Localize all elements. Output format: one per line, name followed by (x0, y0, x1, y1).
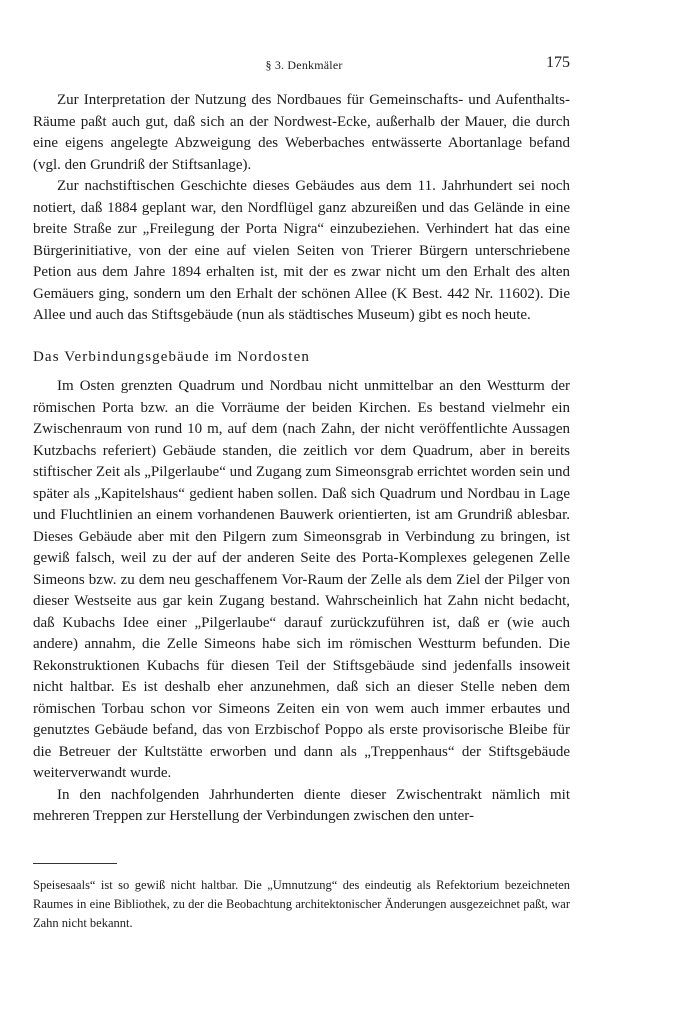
section-heading: Das Verbindungsgebäude im Nordosten (33, 348, 310, 365)
paragraph-zwischentrakt: In den nachfolgenden Jahrhunderten diente dieser Zwischentrakt nämlich mit mehreren Treppen zur Herstellung der Verbindungen zwischen den unter- (33, 786, 570, 824)
footnote-divider (33, 863, 117, 864)
body-text (33, 90, 570, 828)
paragraph-verbindungsgebaeude: Im Osten grenzten Quadrum und Nordbau nicht unmittelbar an den Westturm der römischen Porta bzw. an die Vorräume der beiden Kirchen. Es bestand vielmehr ein Zwischenraum von rund 10 m, auf dem (nach Zahn, der nicht veröffentlichte Aussagen Kutzbachs referiert) Gebäude standen, die zeitlich vor dem Quadrum, aber in bereits stiftischer Zeit als „Pilgerlaube“ und Zugang zum Simeonsgrab errichtet worden sein und später als „Kapitelshaus“ gedient haben sollen. Daß sich Quadrum und Nordbau in Lage und Fluchtlinien an einem vorhandenen Bauwerk orientierten, ist am Grundriß ablesbar. Dieses Gebäude aber mit den Pilgern zum Simeonsgrab in Verbindung zu bringen, ist gewiß falsch, weil zu der auf der anderen Seite des Porta-Komplexes gelegenen Zelle Simeons bzw. zu dem neu geschaffenem Vor-Raum der Zelle als dem Ziel der Pilger von dieser Westseite aus gar kein Zugang bestand. Wahrscheinlich hat Zahn nicht bedacht, daß Kubachs Idee einer „Pilgerlaube“ darauf zurückzuführen ist, daß er (wie auch andere) annahm, die Zelle Simeons habe sich im römischen Westturm befunden. Die Rekonstruktionen Kubachs für diesen Teil der Stiftsgebäude sind jedenfalls insoweit nicht haltbar. Es ist deshalb eher anzunehmen, daß sich an dieser Stelle neben dem römischen Torbau schon vor Simeons Zeiten ein von wem auch immer erbautes und genutztes Gebäude befand, das von Erzbischof Poppo als erste provisorische Bleibe für die Betreuer der Kultstätte erworben und dann als „Treppenhaus“ der Stiftsgebäude weiterverwandt wurde. (33, 378, 570, 781)
paragraph-nordbau-interpretation: Zur Interpretation der Nutzung des Nordbaues für Gemeinschafts- und Aufenthalts-Räume paßt auch gut, daß sich an der Nordwest-Ecke, außerhalb der Mauer, die durch eine eigens angelegte Abzweigung des Weberbaches entwässerte Abortanlage befand (vgl. den Grundriß der Stiftsanlage). (33, 92, 570, 173)
running-head (38, 54, 570, 76)
paragraph-nachstiftische-geschichte: Zur nachstiftischen Geschichte dieses Gebäudes aus dem 11. Jahrhundert sei noch notiert, daß 1884 geplant war, den Nordflügel ganz abzureißen und das Gelände in eine breite Straße zur „Freilegung der Porta Nigra“ einzubeziehen. Verhindert hat das eine Bürgerinitiative, von der eine auf vielen Seiten von Trierer Bürgern unterschriebene Petion aus dem Jahre 1894 erhalten ist, mit der es zwar nicht um den Erhalt des alten Gemäuers ging, sondern um den Erhalt der schönen Allee (K Best. 442 Nr. 11602). Die Allee und auch das Stiftsgebäude (nun als städtisches Museum) gibt es noch heute. (33, 178, 570, 323)
running-head-section: § 3. Denkmäler (265, 58, 343, 72)
page-number: 175 (546, 54, 570, 71)
footnote: Speisesaals“ ist so gewiß nicht haltbar. Die „Umnutzung“ des eindeutig als Refektorium bezeichneten Raumes in eine Bibliothek, zu der die Beobachtung architektonischer Änderungen ausgezeichnet paßt, war Zahn nicht bekannt. (33, 878, 570, 930)
